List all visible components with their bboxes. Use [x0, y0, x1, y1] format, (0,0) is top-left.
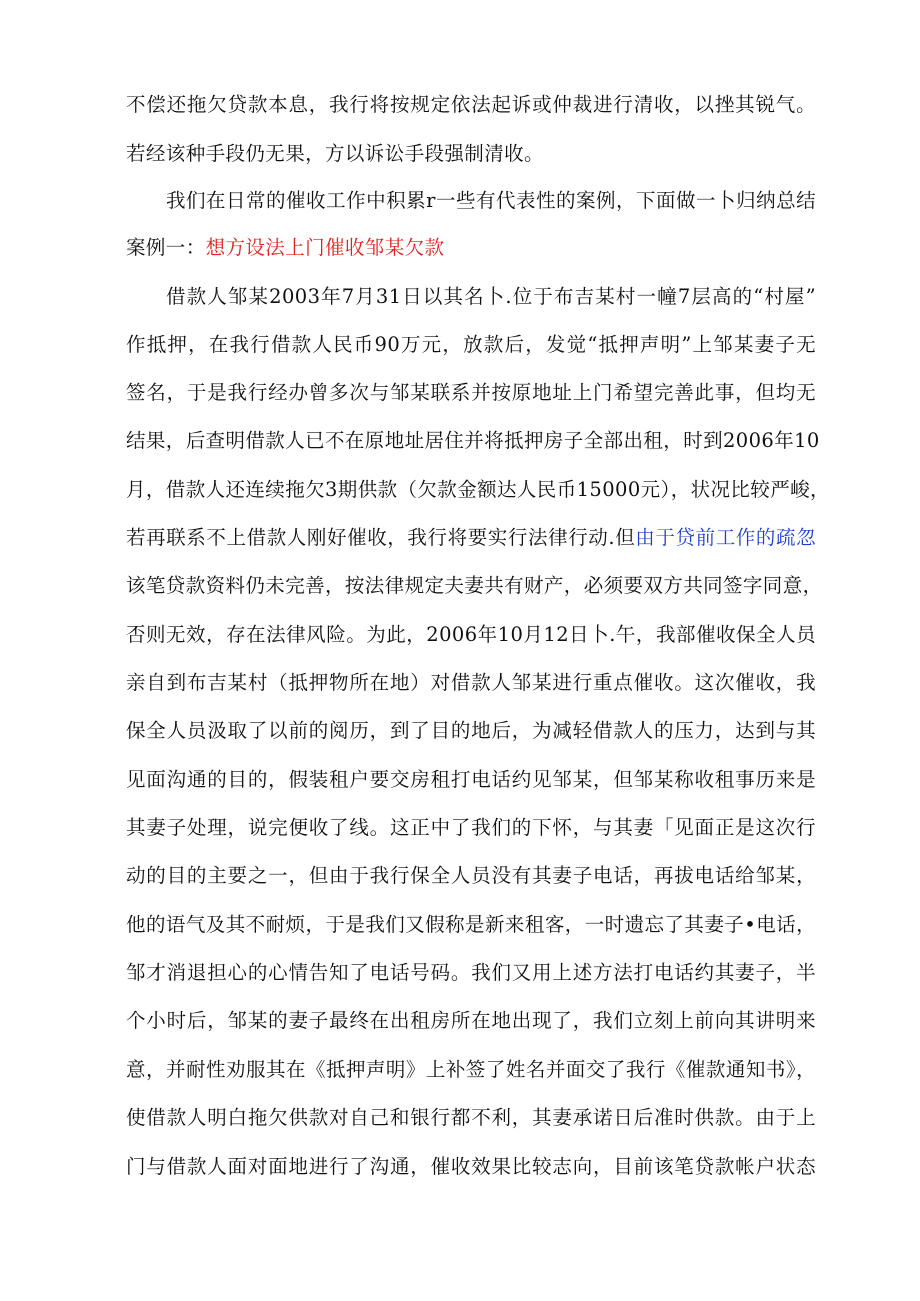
paragraph-line [126, 525, 816, 551]
paragraph-line: 亲自到布吉某村（抵押物所在地）对借款人邹某进行重点催收。这次催收，我 [126, 671, 816, 694]
paragraph-line: 个小时后，邹某的妻子最终在出租房所在地出现了，我们立刻上前向其讲明来 [126, 1009, 816, 1032]
paragraph-line: 意，并耐性劝服其在《抵押声明》上补签了姓名并面交了我行《催款通知书》， [126, 1058, 816, 1081]
paragraph-line: 动的目的主要之一，但由于我行保全人员没有其妻子电话，再拔电话给邹某， [126, 864, 816, 887]
paragraph-line: 借款人邹某2003年7月31日以其名卜.位于布吉某村一幢7层高的“村屋” [166, 285, 816, 308]
paragraph-line: 不偿还拖欠贷款本息，我行将按规定依法起诉或仲裁进行清收，以挫其锐气。 [126, 93, 816, 116]
paragraph-line: 月，借款人还连续拖欠3期供款（欠款金额达人民币15000元），状况比较严峻， [126, 478, 830, 501]
paragraph-line: 见面沟通的目的，假装租户要交房租打电话约见邹某，但邹某称收租事历来是 [126, 768, 816, 791]
paragraph-line: 该笔贷款资料仍未完善，按法律规定夫妻共有财产，必须要双方共同签字同意， [126, 574, 823, 597]
paragraph-line: 保全人员汲取了以前的阅历，到了目的地后，为减轻借款人的压力，达到与其 [126, 719, 816, 742]
paragraph-line: 我们在日常的催收工作中积累r一些有代表性的案例，下面做一卜归纳总结 [166, 189, 816, 212]
highlighted-text: 由于贷前工作的疏忽 [635, 526, 816, 549]
case-heading-label: 案例一： [126, 236, 206, 259]
case-heading-title: 想方设法上门催收邹某欠款 [205, 236, 445, 259]
paragraph-line: 否则无效，存在法律风险。为此，2006年10月12日卜.午，我部催收保全人员 [126, 623, 816, 646]
paragraph-line: 其妻子处理，说完便收了线。这正中了我们的下怀，与其妻「见面正是这次行 [126, 816, 816, 839]
paragraph-line: 作抵押，在我行借款人民币90万元，放款后，发觉“抵押声明”上邹某妻子无 [126, 333, 816, 356]
paragraph-line: 结果，后查明借款人已不在原地址居住并将抵押房子全部出租，时到2006年10 [126, 429, 820, 452]
paragraph-line: 签名，于是我行经办曾多次与邹某联系并按原地址上门希望完善此事，但均无 [126, 381, 816, 404]
paragraph-line: 他的语气及其不耐烦，于是我们又假称是新来租客，一时遗忘了其妻子•电话， [126, 913, 816, 936]
paragraph-line: 使借款人明白拖欠供款对自己和银行都不利，其妻承诺日后准时供款。由于上 [126, 1106, 816, 1129]
paragraph-line: 邹才消退担心的心情告知了电话号码。我们又用上述方法打电话约其妻子，半 [126, 961, 816, 984]
paragraph-text: 若再联系不上借款人刚好催收，我行将要实行法律行动.但 [126, 526, 636, 549]
paragraph-line: 若经该种手段仍无果，方以诉讼手段强制清收。 [126, 142, 544, 165]
case-heading [126, 235, 816, 261]
paragraph-line: 门与借款人面对面地进行了沟通，催收效果比较志向，目前该笔贷款帐户状态 [126, 1155, 816, 1178]
